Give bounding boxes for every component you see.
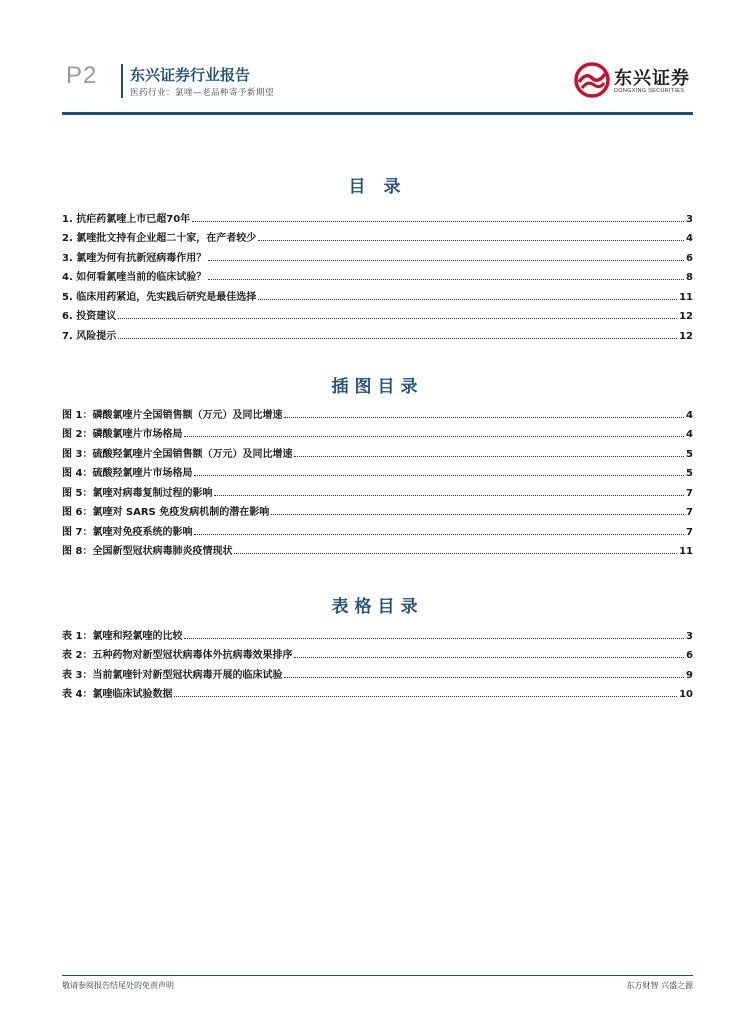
tables-entry-page: 10	[679, 689, 693, 700]
figures-entry[interactable]	[62, 538, 693, 558]
figures-entry-label: 图 7：氯喹对免疫系统的影响	[62, 526, 193, 538]
company-logo	[574, 60, 704, 104]
figures-entry-label: 图 3：硫酸羟氯喹片全国销售额（万元）及同比增速	[62, 448, 293, 460]
toc-entry-page: 4	[686, 233, 693, 244]
figures-entry-page: 4	[686, 409, 693, 421]
toc-entry-page: 12	[679, 330, 693, 342]
toc-entry[interactable]	[62, 303, 693, 323]
figures-entry[interactable]	[62, 518, 693, 538]
figures-entry-page: 7	[686, 487, 693, 499]
dot-leader	[271, 513, 684, 515]
dot-leader	[174, 695, 677, 697]
dot-leader	[234, 552, 677, 554]
figures-entry[interactable]	[62, 440, 693, 460]
tables-entry-label: 表 1：氯喹和羟氯喹的比较	[62, 630, 183, 642]
tables-entry[interactable]	[62, 642, 693, 662]
tables-entry-page: 6	[686, 650, 693, 661]
toc-entry-label: 4. 如何看氯喹当前的临床试验？	[62, 272, 207, 283]
toc-entry-page: 6	[686, 252, 693, 264]
figures-entry-label: 图 6：氯喹对 SARS 免疫发病机制的潜在影响	[62, 507, 270, 518]
dot-leader	[294, 656, 684, 658]
figures-entry-label: 图 1：磷酸氯喹片全国销售额（万元）及同比增速	[62, 409, 283, 421]
logo-mark-icon	[574, 62, 610, 98]
tables-entry[interactable]	[62, 661, 693, 681]
toc-entry-label: 3. 氯喹为何有抗新冠病毒作用？	[62, 252, 207, 264]
figures-entry-page: 11	[679, 546, 693, 557]
toc-entry[interactable]	[62, 205, 693, 225]
figures-entry[interactable]	[62, 479, 693, 499]
dot-leader	[294, 455, 684, 457]
dot-leader	[208, 259, 684, 261]
toc-entry[interactable]	[62, 283, 693, 303]
figures-entry[interactable]	[62, 401, 693, 421]
logo-text: 东兴证券	[614, 68, 690, 89]
report-subtitle: 医药行业：氯喹—老品种寄予新期望	[130, 88, 275, 98]
tables-list	[62, 622, 693, 700]
dot-leader	[118, 317, 677, 319]
toc-list	[62, 205, 693, 342]
toc-entry-page: 3	[686, 213, 693, 225]
dot-leader	[184, 435, 684, 437]
toc-entry-label: 1. 抗疟药氯喹上市已超70年	[62, 213, 191, 225]
dot-leader	[184, 637, 684, 639]
dot-leader	[192, 220, 684, 222]
toc-entry-label: 2. 氯喹批文持有企业超二十家，在产者较少	[62, 233, 257, 244]
dot-leader	[258, 298, 677, 300]
toc-entry[interactable]	[62, 225, 693, 245]
figures-entry-page: 5	[686, 448, 693, 460]
dot-leader	[258, 239, 684, 241]
tables-entry-label: 表 2：五种药物对新型冠状病毒体外抗病毒效果排序	[62, 650, 293, 661]
toc-entry-label: 5. 临床用药紧迫，先实践后研究是最佳选择	[62, 291, 257, 303]
figures-list	[62, 401, 693, 557]
toc-entry[interactable]	[62, 264, 693, 284]
dot-leader	[284, 676, 684, 678]
dot-leader	[214, 494, 684, 496]
figures-entry-label: 图 5：氯喹对病毒复制过程的影响	[62, 487, 213, 499]
figures-entry[interactable]	[62, 421, 693, 441]
toc-entry[interactable]	[62, 322, 693, 342]
dot-leader	[194, 474, 684, 476]
tables-entry-label: 表 4：氯喹临床试验数据	[62, 689, 173, 700]
dot-leader	[208, 278, 684, 280]
dot-leader	[194, 533, 684, 535]
figures-entry-page: 7	[686, 507, 693, 518]
tables-entry[interactable]	[62, 681, 693, 701]
report-title: 东兴证券行业报告	[130, 66, 251, 84]
tables-entry[interactable]	[62, 622, 693, 642]
toc-entry[interactable]	[62, 244, 693, 264]
figures-entry-page: 4	[686, 429, 693, 440]
dot-leader	[284, 416, 684, 418]
page-number: P2	[66, 62, 98, 89]
figures-entry-page: 5	[686, 468, 693, 479]
figures-entry-page: 7	[686, 526, 693, 538]
header-rule	[62, 112, 693, 115]
dot-leader	[118, 337, 677, 339]
toc-entry-label: 6. 投资建议	[62, 311, 117, 322]
page-header	[0, 0, 755, 120]
figures-entry-label: 图 2：磷酸氯喹片市场格局	[62, 429, 183, 440]
tables-entry-label: 表 3：当前氯喹针对新型冠状病毒开展的临床试验	[62, 669, 283, 681]
footer-slogan: 东方财智 兴盛之源	[626, 981, 693, 990]
toc-entry-page: 8	[686, 272, 693, 283]
toc-entry-page: 11	[679, 291, 693, 303]
figures-title: 插图目录	[331, 377, 424, 397]
logo-en-text: DONGXING SECURITIES	[614, 88, 685, 94]
footer-disclaimer: 敬请参阅报告结尾处的免责声明	[62, 981, 174, 990]
figures-entry-label: 图 4：硫酸羟氯喹片市场格局	[62, 468, 193, 479]
toc-entry-page: 12	[679, 311, 693, 322]
toc-entry-label: 7. 风险提示	[62, 330, 117, 342]
toc-title: 目 录	[348, 177, 407, 197]
tables-entry-page: 3	[686, 630, 693, 642]
figures-entry[interactable]	[62, 499, 693, 519]
figures-entry[interactable]	[62, 460, 693, 480]
header-divider	[121, 64, 123, 98]
figures-entry-label: 图 8：全国新型冠状病毒肺炎疫情现状	[62, 546, 233, 557]
tables-title: 表格目录	[331, 597, 424, 617]
footer-rule	[62, 975, 693, 976]
tables-entry-page: 9	[686, 669, 693, 681]
